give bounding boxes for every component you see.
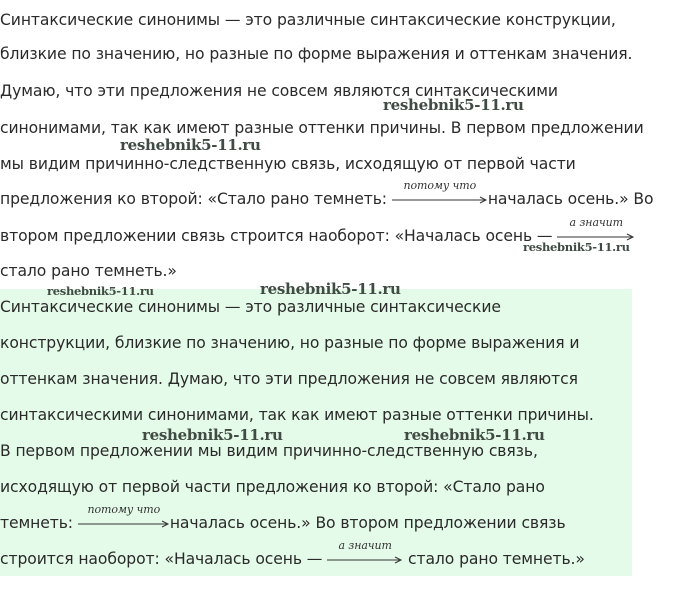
arrow-label: потому что (87, 503, 161, 516)
arrow-connector (327, 539, 403, 564)
text-line-with-arrow (0, 503, 566, 534)
text-line: стало рано темнеть.» (0, 262, 177, 280)
right-arrow-icon (327, 556, 403, 564)
text-line: синонимами, так как имеют разные оттенки причины. В первом предложении (0, 119, 644, 137)
text-line: синтаксическими синонимами, так как имеют разные оттенки причины. (0, 406, 594, 424)
text-fragment: стало рано темнеть.» (408, 550, 585, 568)
text-line: исходящую от первой части предложения ко второй: «Стало рано (0, 478, 545, 496)
right-arrow-icon (392, 196, 488, 204)
watermark: reshebnik5-11.ru (383, 96, 524, 114)
text-line: Синтаксические синонимы — это различные синтаксические конструкции, (0, 11, 616, 29)
text-fragment: строится наоборот: «Началась осень — (0, 550, 323, 568)
arrow-label: а значит (338, 539, 392, 552)
arrow-connector (78, 503, 170, 528)
text-line: близкие по значению, но разные по форме выражения и оттенкам значения. (0, 45, 633, 63)
text-line-with-arrow (0, 179, 654, 210)
arrow-connector (392, 179, 488, 204)
text-fragment: втором предложении связь строится наоборот: «Началась осень — (0, 227, 553, 245)
watermark: reshebnik5-11.ru (47, 284, 154, 298)
text-line-with-arrow (0, 539, 585, 570)
watermark: reshebnik5-11.ru (120, 136, 261, 154)
watermark: reshebnik5-11.ru (142, 426, 283, 444)
text-fragment: предложения ко второй: «Стало рано темнеть: (0, 190, 387, 208)
text-line: оттенкам значения. Думаю, что эти предложения не совсем являются (0, 370, 578, 388)
watermark: reshebnik5-11.ru (260, 280, 401, 298)
text-line: В первом предложении мы видим причинно-следственную связь, (0, 442, 538, 460)
text-line: Думаю, что эти предложения не совсем являются синтаксическими (0, 82, 558, 100)
text-line: конструкции, близкие по значению, но разные по форме выражения и (0, 334, 580, 352)
text-line: Синтаксические синонимы — это различные синтаксические (0, 298, 501, 316)
watermark: reshebnik5-11.ru (523, 240, 630, 254)
text-fragment: темнеть: (0, 514, 73, 532)
text-fragment: началась осень.» Во втором предложении связь (169, 514, 566, 532)
text-line: мы видим причинно-следственную связь, исходящую от первой части (0, 155, 576, 173)
arrow-label: потому что (403, 179, 477, 192)
right-arrow-icon (78, 520, 170, 528)
text-fragment: началась осень.» Во (487, 190, 654, 208)
watermark: reshebnik5-11.ru (404, 426, 545, 444)
arrow-label: а значит (569, 216, 623, 229)
